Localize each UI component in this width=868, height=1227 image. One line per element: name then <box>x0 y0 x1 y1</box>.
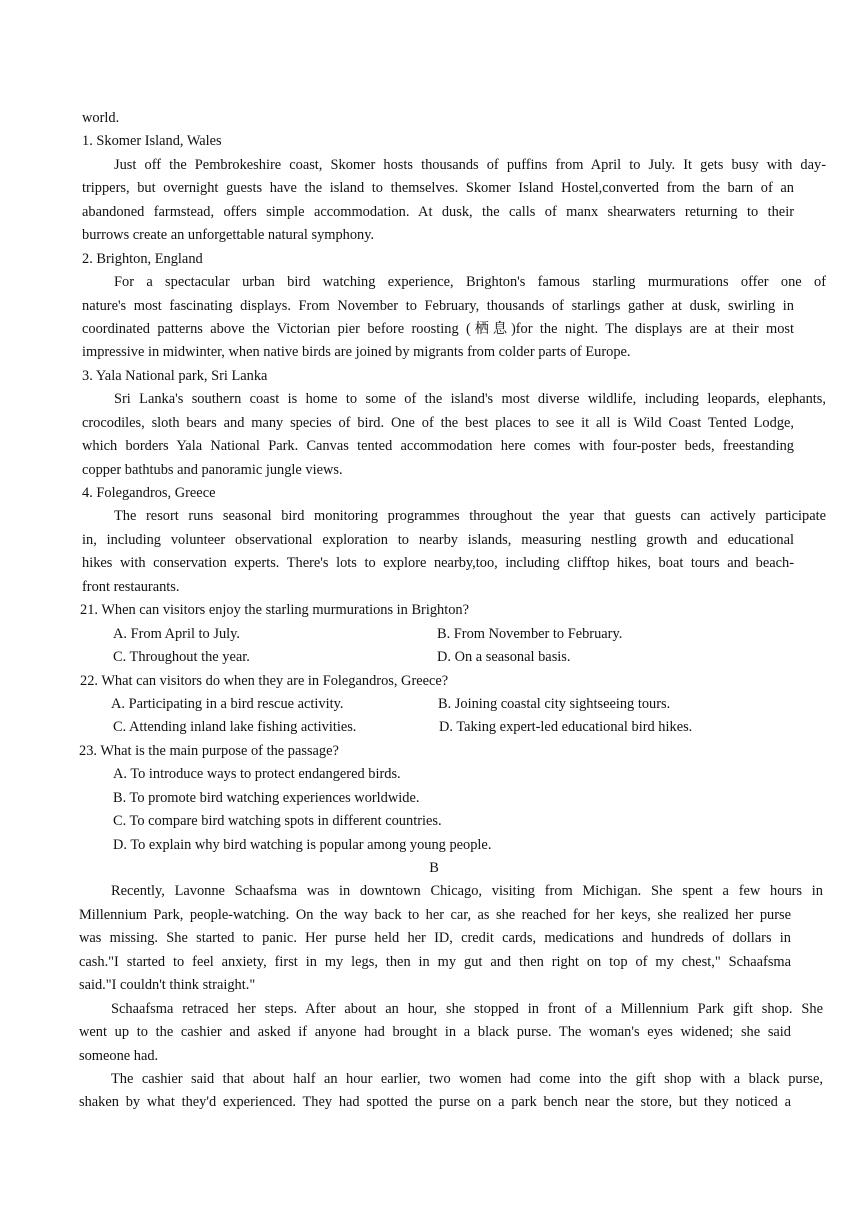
text-line: Millennium Park, people-watching. On the way back to her car, as she reached for her keys, she realized her purse <box>79 906 791 923</box>
section-b-heading: B <box>429 860 439 876</box>
text-line: The cashier said that about half an hour earlier, two women had come into the gift shop with a black purse, <box>111 1070 823 1087</box>
option-b: B. From November to February. <box>437 625 623 642</box>
question-option <box>0 834 868 857</box>
section-heading: 1. Skomer Island, Wales <box>82 133 222 150</box>
option-a: A. From April to July. <box>113 625 240 642</box>
text-line: Recently, Lavonne Schaafsma was in downtown Chicago, visiting from Michigan. She spent a few hours in <box>111 883 823 900</box>
section-heading: 3. Yala National park, Sri Lanka <box>82 367 268 384</box>
question-options-row <box>0 646 868 669</box>
question-option <box>0 787 868 810</box>
text-line: burrows create an unforgettable natural symphony. <box>82 227 375 244</box>
text-line: copper bathtubs and panoramic jungle views. <box>82 461 343 478</box>
question-options-row <box>0 716 868 739</box>
question-option <box>0 763 868 786</box>
option-a: A. Participating in a bird rescue activity. <box>111 695 344 712</box>
option-c: C. Throughout the year. <box>113 649 250 666</box>
section-heading: 2. Brighton, England <box>82 250 203 267</box>
text-line: in, including volunteer observational exploration to nearby islands, measuring nestling growth and educational <box>82 531 794 548</box>
text-line: someone had. <box>79 1047 159 1064</box>
option-c: C. To compare bird watching spots in different countries. <box>113 813 442 830</box>
text-line: coordinated patterns above the Victorian pier before roosting (栖息)for the night. The displays are at their most <box>82 320 794 337</box>
option-b: B. To promote bird watching experiences worldwide. <box>113 789 420 806</box>
option-d: D. To explain why bird watching is popular among young people. <box>113 836 492 853</box>
option-c: C. Attending inland lake fishing activities. <box>113 719 357 736</box>
text-line: Schaafsma retraced her steps. After about an hour, she stopped in front of a Millennium Park gift shop. She <box>111 1000 823 1017</box>
question-stem: 23. What is the main purpose of the passage? <box>79 742 339 759</box>
text-line: shaken by what they'd experienced. They had spotted the purse on a park bench near the store, but they noticed a <box>79 1094 791 1111</box>
text-line: which borders Yala National Park. Canvas tented accommodation here comes with four-poster beds, freestanding <box>82 438 794 455</box>
text-line: abandoned farmstead, offers simple accommodation. At dusk, the calls of manx shearwaters returning to their <box>82 203 794 220</box>
text-line: For a spectacular urban bird watching experience, Brighton's famous starling murmurations offer one of <box>114 274 826 291</box>
option-a: A. To introduce ways to protect endangered birds. <box>113 766 401 783</box>
question-stem: 21. When can visitors enjoy the starling murmurations in Brighton? <box>80 602 470 619</box>
text-line: front restaurants. <box>82 578 180 595</box>
text-line: world. <box>82 110 120 126</box>
option-d: D. On a seasonal basis. <box>437 649 571 666</box>
question-options-row <box>0 693 868 716</box>
text-line: Sri Lanka's southern coast is home to some of the island's most diverse wildlife, including leopards, elephants, <box>114 391 826 408</box>
text-line: was missing. She started to panic. Her purse held her ID, credit cards, medications and hundreds of dollars in <box>79 930 791 947</box>
text-line: hikes with conservation experts. There's lots to explore nearby,too, including clifftop hikes, boat tours and beach- <box>82 555 794 572</box>
option-b: B. Joining coastal city sightseeing tours. <box>438 695 671 712</box>
option-d: D. Taking expert-led educational bird hikes. <box>439 719 693 736</box>
document-page <box>0 107 868 1115</box>
question-stem: 22. What can visitors do when they are in Folegandros, Greece? <box>80 672 449 689</box>
question-options-row <box>0 623 868 646</box>
text-line: impressive in midwinter, when native birds are joined by migrants from colder parts of Europe. <box>82 344 631 361</box>
text-line: nature's most fascinating displays. From November to February, thousands of starlings gather at dusk, swirling in <box>82 297 794 314</box>
text-line: cash."I started to feel anxiety, first in my legs, then in my gut and then right on top of my chest," Schaafsma <box>79 953 791 970</box>
question-option <box>0 810 868 833</box>
text-line: Just off the Pembrokeshire coast, Skomer hosts thousands of puffins from April to July. It gets busy with day- <box>114 156 826 173</box>
text-line: trippers, but overnight guests have the island to themselves. Skomer Island Hostel,converted from the barn of an <box>82 180 794 197</box>
text-line: went up to the cashier and asked if anyone had brought in a black purse. The woman's eyes widened; she said <box>79 1024 791 1041</box>
text-line: crocodiles, sloth bears and many species of bird. One of the best places to see it all is Wild Coast Tented Lodge, <box>82 414 794 431</box>
text-line: said."I couldn't think straight." <box>79 977 256 994</box>
text-line: The resort runs seasonal bird monitoring programmes throughout the year that guests can actively participate <box>114 508 826 525</box>
section-heading: 4. Folegandros, Greece <box>82 485 216 501</box>
